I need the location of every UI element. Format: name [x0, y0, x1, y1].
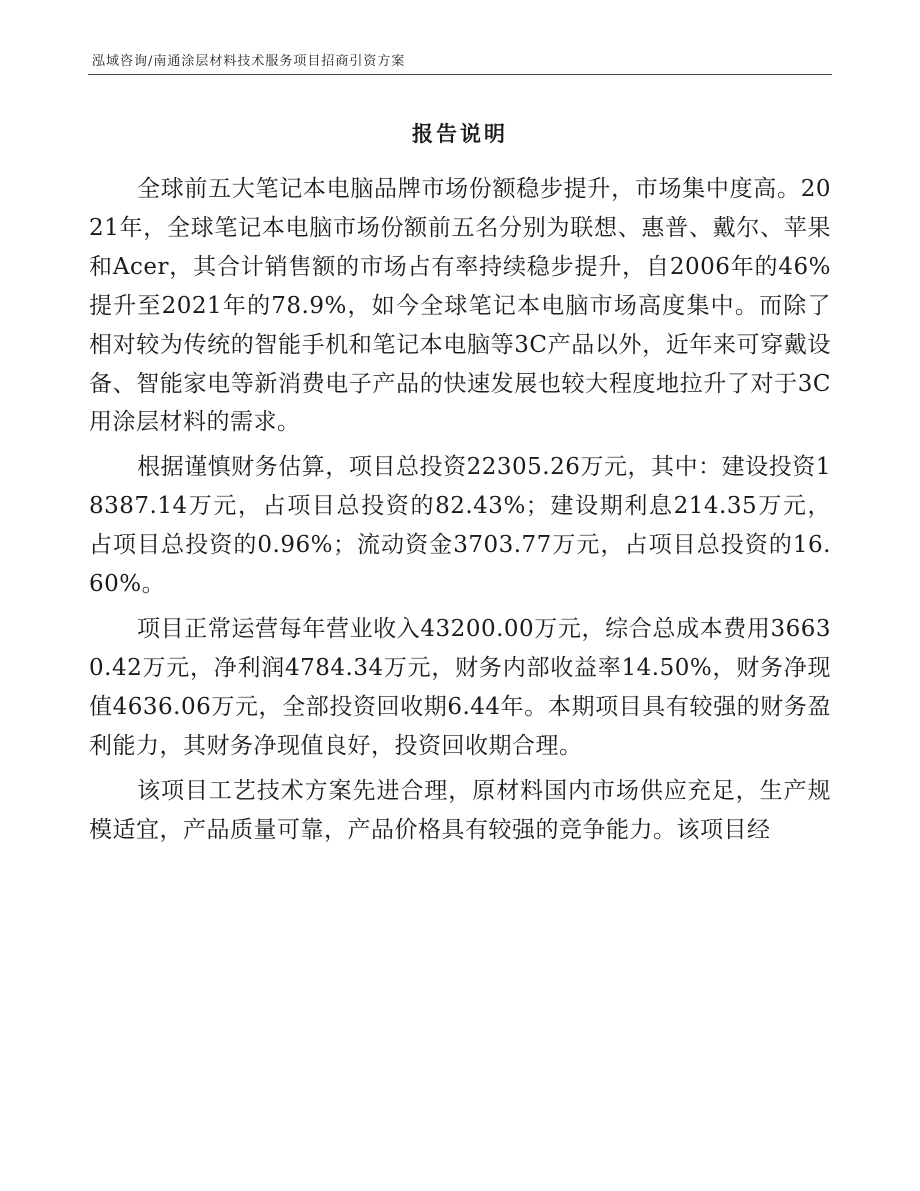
header-divider [88, 74, 832, 75]
paragraph-technology: 该项目工艺技术方案先进合理，原材料国内市场供应充足，生产规模适宜，产品质量可靠，产品价格具有较强的竞争能力。该项目经 [89, 777, 831, 843]
paragraph-investment: 根据谨慎财务估算，项目总投资22305.26万元，其中：建设投资18387.14万元，占项目总投资的82.43%；建设期利息214.35万元，占项目总投资的0.96%；流动资金3703.77万元，占项目总投资的16.60%。 [89, 454, 831, 598]
page-title: 报告说明 [412, 121, 508, 146]
paragraph-market-share: 全球前五大笔记本电脑品牌市场份额稳步提升，市场集中度高。2021年，全球笔记本电脑市场份额前五名分别为联想、惠普、戴尔、苹果和Acer，其合计销售额的市场占有率持续稳步提升，自2006年的46%提升至2021年的78.9%，如今全球笔记本电脑市场高度集中。而除了相对较为传统的智能手机和笔记本电脑等3C产品以外，近年来可穿戴设备、智能家电等新消费电子产品的快速发展也较大程度地拉升了对于3C用涂层材料的需求。 [89, 176, 831, 436]
paragraph-financials: 项目正常运营每年营业收入43200.00万元，综合总成本费用36630.42万元，净利润4784.34万元，财务内部收益率14.50%，财务净现值4636.06万元，全部投资回收期6.44年。本期项目具有较强的财务盈利能力，其财务净现值良好，投资回收期合理。 [89, 615, 831, 759]
running-header: 泓域咨询/南通涂层材料技术服务项目招商引资方案 [92, 54, 406, 69]
document-body [89, 170, 831, 855]
